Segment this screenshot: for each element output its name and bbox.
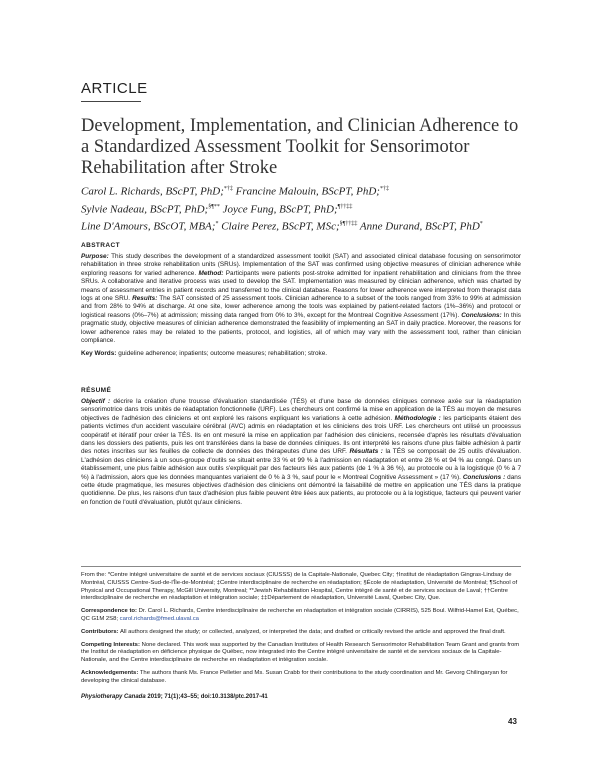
author-name: Line D'Amours, BScOT, MBA; <box>81 220 216 233</box>
competing-text: None declared. This work was supported by the Canadian Institutes of Health Research Sensorimotor Rehabilitation Team Grant and grants from the Institut de réadaptation en déficience physique de Québec, now integrated into the Centre intégré universitaire de santé et de services sociaux de la Capitale-Nationale, and the Centre interdisciplinaire de recherche en réadaptation et intégration sociale. <box>81 641 520 664</box>
author-name: Sylvie Nadeau, BScPT, PhD; <box>81 203 209 216</box>
section-label: ARTICLE <box>81 80 148 97</box>
correspondence-label: Correspondence to: <box>81 608 137 615</box>
affiliation-marks: ¶††‡‡ <box>337 203 353 210</box>
purpose-label: Purpose: <box>81 253 109 260</box>
article-title: Development, Implementation, and Clinician Adherence to a Standardized Assessment Toolkit for Sensorimotor Rehabilitation after Stroke <box>81 116 519 178</box>
citation-details: 2019; 71(1);43–55; doi:10.3138/ptc.2017-41 <box>147 694 268 700</box>
objectif-text: décrire la création d'une trousse d'évaluation standardisée (TÉS) et d'une base de données cliniques connexe axée sur la réadaptation sensorimotrice dans trois unités de réadaptation fonctionnelle (URF). Les chercheurs ont confirmé la mise en application de la TÉS au moyen de mesures objectives de l'adhésion des cliniciens et ont exploré les raisons expliquant les variations à cette adhésion. <box>81 398 521 422</box>
correspondence-text: Dr. Carol L. Richards, Centre interdisciplinaire de recherche en réadaptation et intégration sociale (CIRRIS), 525 Boul. Wilfrid-Hamel Est, Québec, QC G1M 2S8; <box>81 608 519 622</box>
keywords-text: guideline adherence; inpatients; outcome measures; rehabilitation; stroke. <box>118 350 328 358</box>
results-text: The SAT consisted of 25 assessment tools. Clinician adherence to a subset of the tools ranged from 33% to 99% at admission and from 28% to 94% at discharge. At one site, lower adherence among the tools was explained by patient-related factors (1%–36%) and protocol or logistical reasons (0%–7%) at admission; missing data ranged from 0% to 3%, except for the Montreal Cognitive Assessment (17%). <box>81 295 521 319</box>
conclusions-label: Conclusions: <box>461 311 502 319</box>
author-line-2 <box>81 200 551 218</box>
correspondence-footnote <box>81 608 521 624</box>
abstract-heading: ABSTRACT <box>81 242 120 249</box>
author-name: Carol L. Richards, BScPT, PhD; <box>81 185 224 198</box>
author-name: Claire Perez, BScPT, MSc; <box>221 220 340 233</box>
footnote-divider <box>81 566 521 567</box>
citation-line <box>81 694 268 700</box>
competing-label: Competing Interests: <box>81 641 140 648</box>
footnotes <box>81 572 521 691</box>
affiliations-footnote: From the: *Centre intégré universitaire de santé et de services sociaux (CIUSSS) de la Capitale-Nationale, Quebec City; †Institut de réadaptation Gingras-Lindsay de Montréal, CIUSSS Centre-Sud-de-l'Île-de-Montréal; ‡Centre interdisciplinaire de recherche en réadaptation; §École de réadaptation, Université de Montréal; ¶School of Physical and Occupational Therapy, McGill University, Montreal; **Jewish Rehabilitation Hospital, Centre intégré de santé et de services sociaux de Laval; ††Centre interdisciplinaire de recherche en réadaptation et intégration sociale; ‡‡Département de réadaptation, Université Laval, Quebec City, Que. <box>81 572 518 602</box>
resume-heading: RÉSUMÉ <box>81 387 112 394</box>
keywords <box>81 350 521 358</box>
affiliation-marks: * <box>479 221 483 228</box>
methodologie-label: Méthodologie : <box>394 414 441 422</box>
affiliation-marks: *†‡ <box>379 186 389 192</box>
abstract-section <box>81 242 521 359</box>
resume-body <box>81 398 521 507</box>
author-list <box>81 182 551 235</box>
affiliation-marks: §¶††‡‡ <box>339 221 358 228</box>
affiliation-marks: * <box>215 221 219 228</box>
ack-label: Acknowledgements: <box>81 669 139 676</box>
method-label: Method: <box>198 269 224 277</box>
contributors-label: Contributors: <box>81 628 119 635</box>
resume-conclusions-text: dans cette étude pragmatique, les mesures objectives d'adhésion des cliniciens ont démontré la faisabilité de mettre en application une TÉS dans la pratique quotidienne. De plus, les raisons d'un taux d'adhésion plus faible peuvent être liées aux patients, au protocole ou à la logistique, facteurs qui peuvent varier en fonction de l'outil d'évaluation, plutôt qu'aux cliniciens. <box>81 473 522 506</box>
contributors-footnote <box>81 629 521 637</box>
purpose-text: This study describes the development of a standardized assessment toolkit (SAT) and associated clinical database focusing on sensorimotor rehabilitation in three stroke rehabilitation units (SRUs). Implementation of the SAT was confirmed using objective measures of clinician adherence while exploring reasons for varied adherence. <box>81 253 521 277</box>
email-link[interactable]: carol.richards@fmed.ulaval.ca <box>119 615 199 622</box>
author-line-3 <box>81 217 551 235</box>
author-name: Francine Malouin, BScPT, PhD; <box>235 185 380 198</box>
abstract-body <box>81 253 521 345</box>
acknowledgements-footnote <box>81 670 521 686</box>
ack-text: The authors thank Ms. France Pelletier and Ms. Susan Crabb for their contributions to the study coordination and Mr. Gevorg Chilingaryan for developing the clinical database. <box>81 669 508 684</box>
resume-conclusions-label: Conclusions : <box>462 473 506 481</box>
affiliation-marks: §¶** <box>208 203 220 210</box>
resume-section <box>81 387 521 507</box>
page-number: 43 <box>508 717 517 726</box>
contributors-text: All authors designed the study; or collected, analyzed, or interpreted the data; and drafted or critically revised the article and approved the final draft. <box>119 628 506 635</box>
affiliation-marks: *†‡ <box>223 186 233 192</box>
results-label: Results: <box>132 295 158 303</box>
methodologie-text: les participants étaient des patients victimes d'un accident vasculaire cérébral (AVC) admis en réadaptation et les cliniciens des trois URF. Les chercheurs ont utilisé un processus coopératif et itératif pour créer la TÉS. Ils en ont mesuré la mise en application par l'adhésion des cliniciens, recensée d'après les résultats d'évaluation dans les dossiers des patients, puis les ont transférées dans la base de données cliniques. Ils ont interprété les raisons d'une plus faible adhésion à partir des notes inscrites sur les feuilles de collecte de données des thérapeutes d'une des URF. <box>81 414 522 456</box>
conclusions-text: In this pragmatic study, objective measures of clinician adherence demonstrated the feasibility of implementing an SAT in daily practice. Moreover, the reasons for lower adherence rates may be related to the patients, protocol, and logistics, all of which may vary with the assessment tool, rather than clinician compliance. <box>81 311 522 345</box>
section-divider <box>81 101 141 102</box>
objectif-label: Objectif : <box>81 398 111 405</box>
resultats-text: la TÉS se composait de 25 outils d'évaluation. L'adhésion des cliniciens à un sous-groupe d'outils se situait entre 33 % et 99 % à l'admission en réadaptation et entre 28 % et 94 % au congé. Dans un établissement, une plus faible adhésion aux outils s'expliquait par des facteurs liés aux patients (de 1 % à 36 %), au protocole ou à la logistique (0 % à 7 %) à l'admission, alors que les données manquantes variaient de 0 % à 3 %, sauf pour le « Montreal Cognitive Assessment » (17 %). <box>81 448 522 481</box>
method-text: Participants were patients post-stroke admitted for inpatient rehabilitation and clinicians from the three SRUs. A collaborative and iterative process was used to develop the SAT. Implementation was measured by clinician adherence, which was charted by means of assessment entries in patient records and transferred to the clinical database. Reasons for lower adherence were interpreted from therapist data logs at one SRU. <box>81 269 521 303</box>
author-name: Joyce Fung, BScPT, PhD; <box>222 203 338 216</box>
competing-interests-footnote <box>81 642 521 665</box>
author-line-1 <box>81 182 551 200</box>
resultats-label: Résultats : <box>349 448 383 456</box>
journal-name: Physiotherapy Canada <box>81 694 146 700</box>
keywords-label: Key Words: <box>81 350 117 358</box>
author-name: Anne Durand, BScPT, PhD <box>359 220 480 233</box>
